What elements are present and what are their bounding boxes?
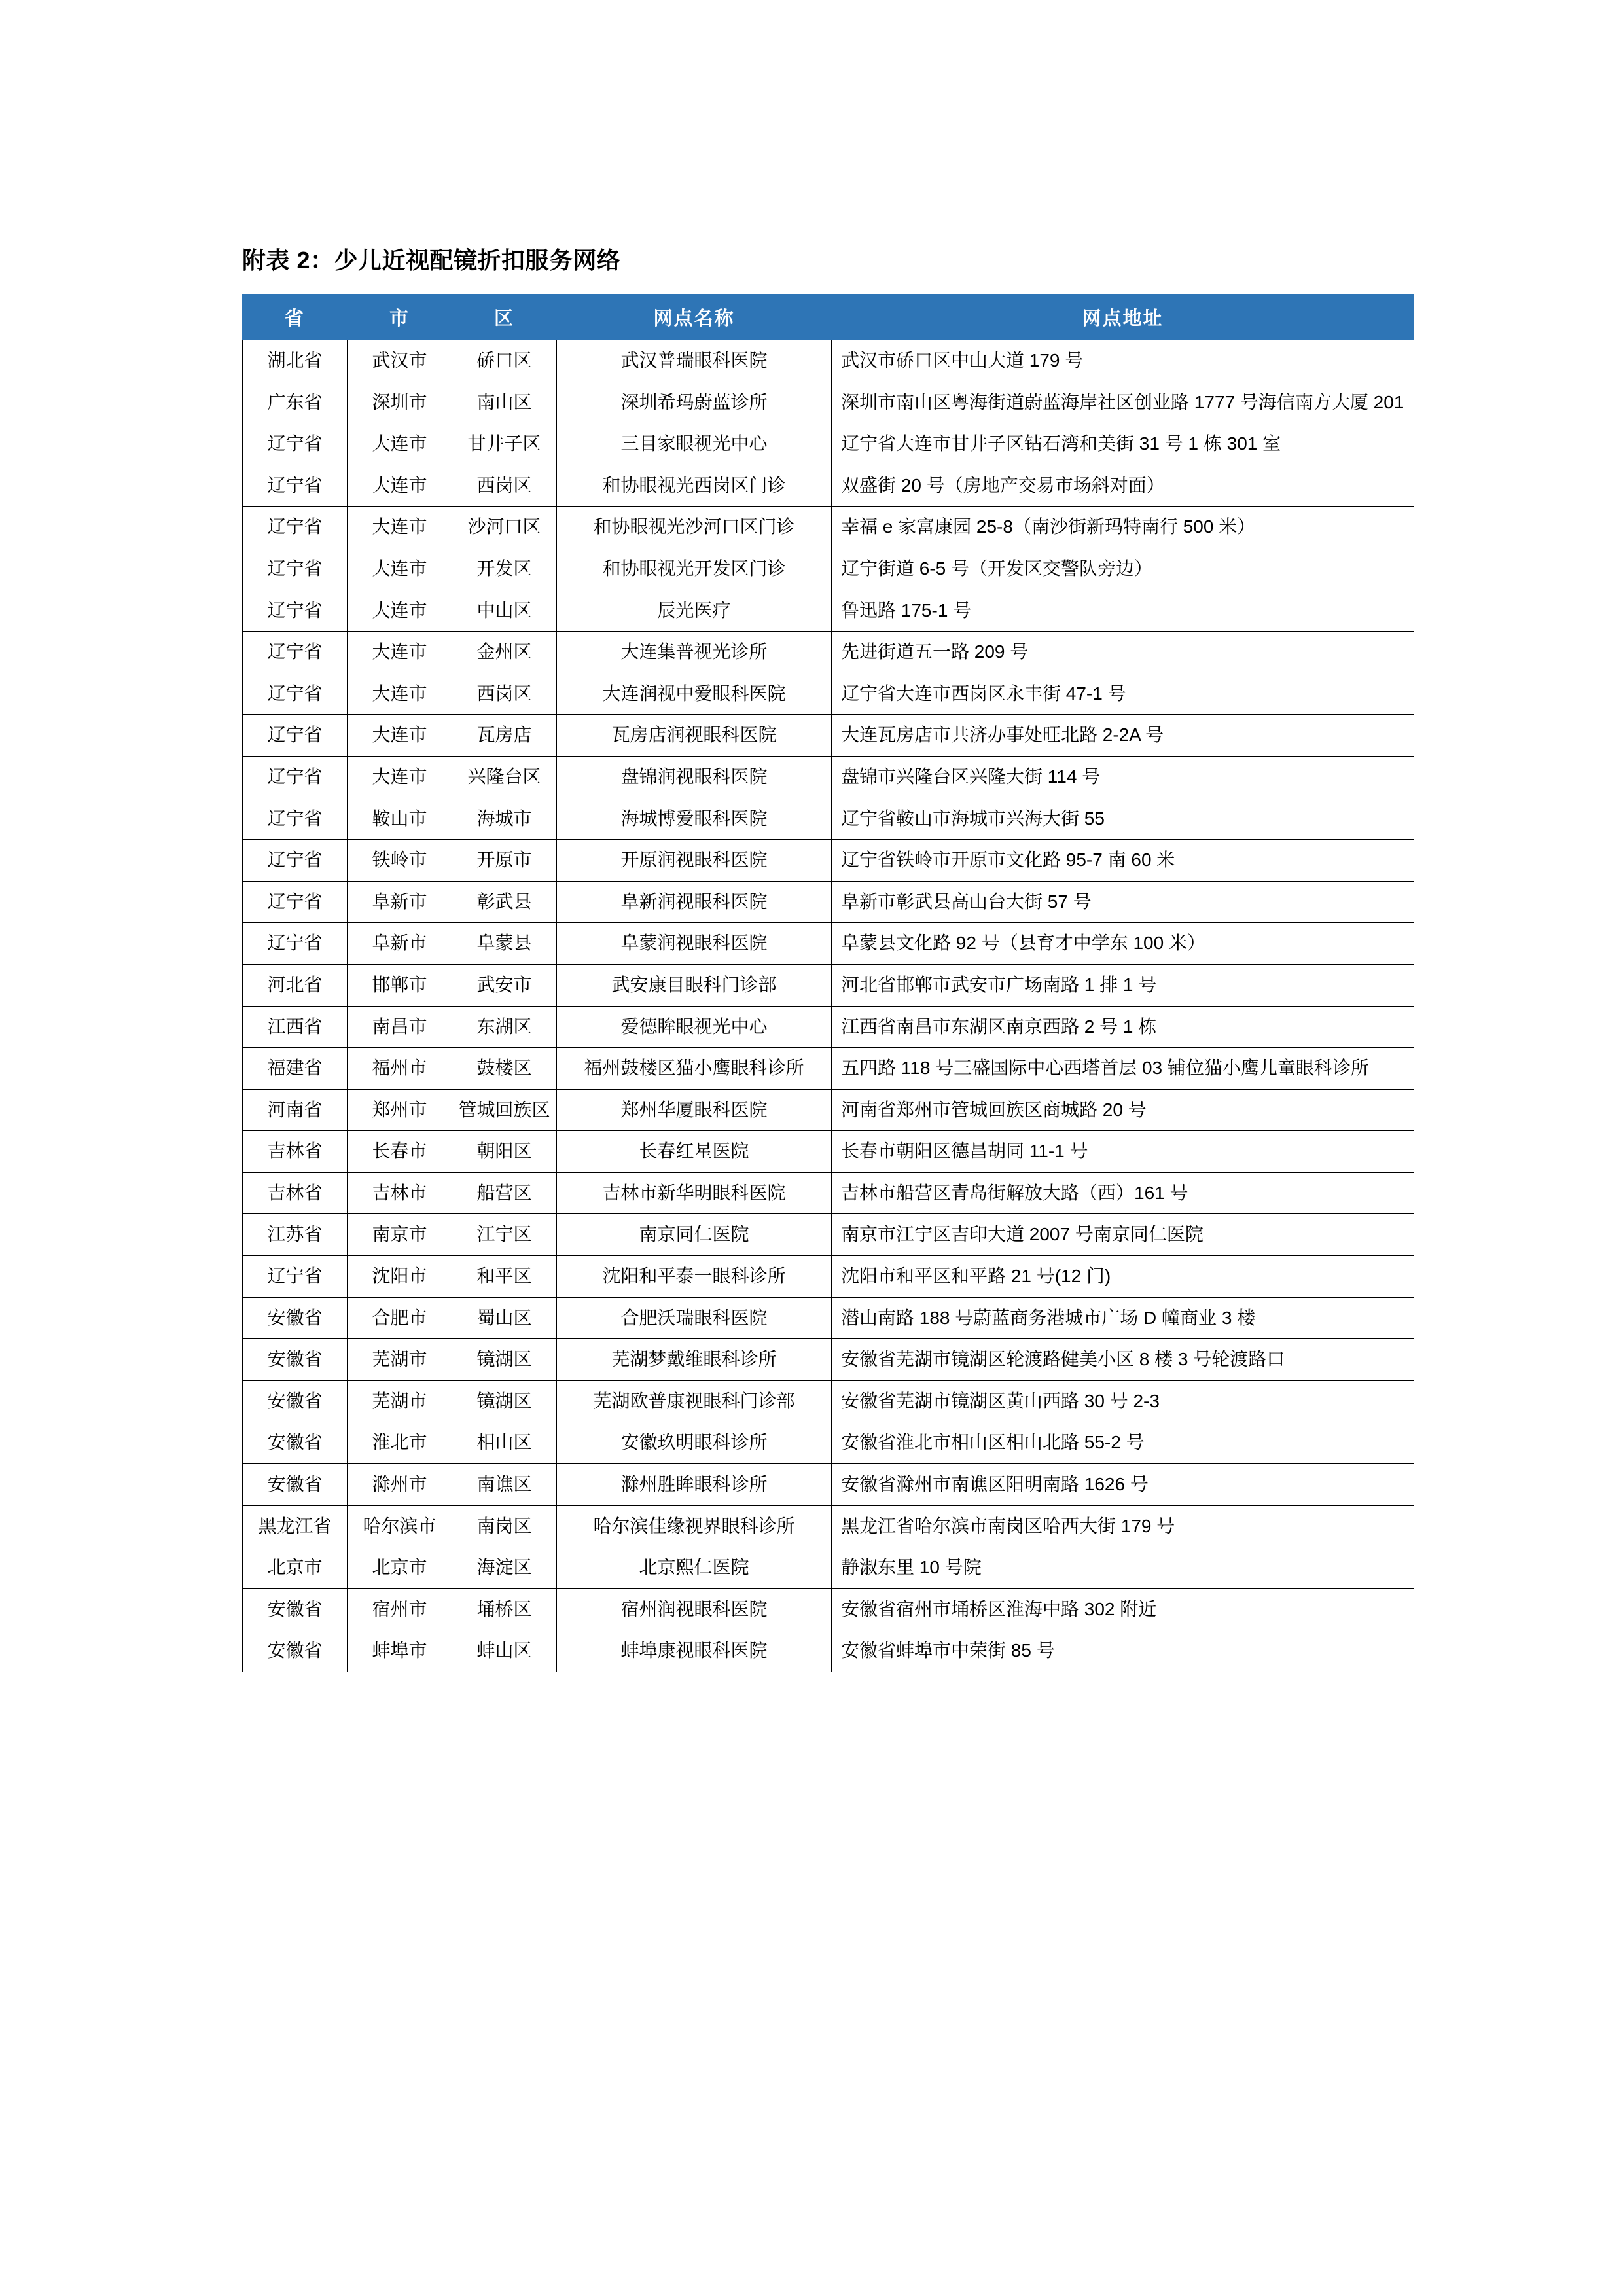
cell-site-address: 安徽省宿州市埇桥区淮海中路 302 附近 (832, 1588, 1414, 1630)
page-title: 附表 2：少儿近视配镜折扣服务网络 (242, 247, 621, 274)
cell-province: 河北省 (243, 964, 348, 1006)
cell-city: 深圳市 (348, 382, 452, 423)
cell-site-address: 双盛街 20 号（房地产交易市场斜对面） (832, 465, 1414, 507)
cell-district: 管城回族区 (452, 1089, 557, 1131)
cell-site-address: 安徽省淮北市相山区相山北路 55-2 号 (832, 1422, 1414, 1464)
cell-site-address: 辽宁省鞍山市海城市兴海大街 55 (832, 798, 1414, 840)
table-row (243, 1006, 1414, 1048)
cell-site-name: 合肥沃瑞眼科医院 (557, 1297, 832, 1339)
cell-city: 铁岭市 (348, 840, 452, 882)
table-row (243, 590, 1414, 632)
cell-site-address: 安徽省滁州市南谯区阳明南路 1626 号 (832, 1464, 1414, 1506)
cell-city: 大连市 (348, 756, 452, 798)
cell-site-address: 阜蒙县文化路 92 号（县育才中学东 100 米） (832, 923, 1414, 965)
cell-city: 南京市 (348, 1214, 452, 1256)
cell-city: 阜新市 (348, 881, 452, 923)
cell-site-address: 吉林市船营区青岛街解放大路（西）161 号 (832, 1172, 1414, 1214)
cell-district: 武安市 (452, 964, 557, 1006)
cell-site-name: 长春红星医院 (557, 1131, 832, 1173)
cell-district: 硚口区 (452, 340, 557, 382)
cell-city: 大连市 (348, 423, 452, 465)
table-row (243, 340, 1414, 382)
cell-site-name: 福州鼓楼区猫小鹰眼科诊所 (557, 1048, 832, 1090)
cell-site-address: 河南省郑州市管城回族区商城路 20 号 (832, 1089, 1414, 1131)
cell-city: 北京市 (348, 1547, 452, 1589)
cell-district: 沙河口区 (452, 507, 557, 548)
cell-site-name: 和协眼视光开发区门诊 (557, 548, 832, 590)
cell-province: 辽宁省 (243, 548, 348, 590)
cell-province: 安徽省 (243, 1297, 348, 1339)
table-row (243, 1630, 1414, 1672)
table-row (243, 507, 1414, 548)
table-row (243, 798, 1414, 840)
table-row (243, 1089, 1414, 1131)
table-row (243, 382, 1414, 423)
table-row (243, 1214, 1414, 1256)
table-row (243, 840, 1414, 882)
table-row (243, 1172, 1414, 1214)
table-row (243, 1297, 1414, 1339)
cell-province: 福建省 (243, 1048, 348, 1090)
cell-site-name: 安徽玖明眼科诊所 (557, 1422, 832, 1464)
cell-site-name: 武安康目眼科门诊部 (557, 964, 832, 1006)
cell-city: 滁州市 (348, 1464, 452, 1506)
table-row (243, 423, 1414, 465)
table-row (243, 465, 1414, 507)
table-row (243, 1048, 1414, 1090)
cell-district: 埇桥区 (452, 1588, 557, 1630)
cell-district: 彰武县 (452, 881, 557, 923)
cell-district: 南岗区 (452, 1505, 557, 1547)
cell-city: 武汉市 (348, 340, 452, 382)
cell-province: 辽宁省 (243, 715, 348, 757)
cell-district: 西岗区 (452, 673, 557, 715)
cell-city: 大连市 (348, 632, 452, 673)
table-row (243, 1547, 1414, 1589)
cell-site-address: 辽宁街道 6-5 号（开发区交警队旁边） (832, 548, 1414, 590)
cell-city: 芜湖市 (348, 1380, 452, 1422)
cell-site-name: 大连润视中爱眼科医院 (557, 673, 832, 715)
table-header-row (243, 295, 1414, 340)
table-row (243, 1505, 1414, 1547)
cell-province: 辽宁省 (243, 507, 348, 548)
column-header-district: 区 (452, 295, 557, 340)
cell-district: 蜀山区 (452, 1297, 557, 1339)
cell-city: 大连市 (348, 465, 452, 507)
table-row (243, 1464, 1414, 1506)
cell-province: 安徽省 (243, 1464, 348, 1506)
cell-city: 福州市 (348, 1048, 452, 1090)
cell-district: 甘井子区 (452, 423, 557, 465)
table-row (243, 923, 1414, 965)
cell-province: 辽宁省 (243, 1256, 348, 1298)
cell-city: 合肥市 (348, 1297, 452, 1339)
cell-city: 阜新市 (348, 923, 452, 965)
table-row (243, 1256, 1414, 1298)
cell-city: 鞍山市 (348, 798, 452, 840)
cell-site-address: 安徽省芜湖市镜湖区轮渡路健美小区 8 楼 3 号轮渡路口 (832, 1339, 1414, 1381)
cell-site-address: 安徽省蚌埠市中荣街 85 号 (832, 1630, 1414, 1672)
cell-site-name: 开原润视眼科医院 (557, 840, 832, 882)
cell-site-address: 沈阳市和平区和平路 21 号(12 门) (832, 1256, 1414, 1298)
cell-district: 船营区 (452, 1172, 557, 1214)
table-row (243, 548, 1414, 590)
cell-district: 镜湖区 (452, 1380, 557, 1422)
column-header-province: 省 (243, 295, 348, 340)
cell-province: 辽宁省 (243, 840, 348, 882)
cell-site-name: 芜湖梦戴维眼科诊所 (557, 1339, 832, 1381)
cell-site-address: 南京市江宁区吉印大道 2007 号南京同仁医院 (832, 1214, 1414, 1256)
cell-district: 鼓楼区 (452, 1048, 557, 1090)
table-row (243, 673, 1414, 715)
cell-city: 大连市 (348, 590, 452, 632)
cell-city: 沈阳市 (348, 1256, 452, 1298)
column-header-city: 市 (348, 295, 452, 340)
cell-province: 湖北省 (243, 340, 348, 382)
cell-district: 海淀区 (452, 1547, 557, 1589)
table-row (243, 1131, 1414, 1173)
table-row (243, 881, 1414, 923)
cell-site-address: 安徽省芜湖市镜湖区黄山西路 30 号 2-3 (832, 1380, 1414, 1422)
cell-province: 安徽省 (243, 1588, 348, 1630)
cell-site-name: 芜湖欧普康视眼科门诊部 (557, 1380, 832, 1422)
cell-site-address: 静淑东里 10 号院 (832, 1547, 1414, 1589)
service-network-table (242, 294, 1414, 1672)
cell-province: 河南省 (243, 1089, 348, 1131)
cell-province: 辽宁省 (243, 923, 348, 965)
cell-site-name: 阜蒙润视眼科医院 (557, 923, 832, 965)
cell-site-address: 长春市朝阳区德昌胡同 11-1 号 (832, 1131, 1414, 1173)
cell-city: 芜湖市 (348, 1339, 452, 1381)
cell-site-name: 吉林市新华明眼科医院 (557, 1172, 832, 1214)
cell-province: 北京市 (243, 1547, 348, 1589)
cell-district: 相山区 (452, 1422, 557, 1464)
cell-district: 阜蒙县 (452, 923, 557, 965)
cell-site-name: 蚌埠康视眼科医院 (557, 1630, 832, 1672)
cell-city: 哈尔滨市 (348, 1505, 452, 1547)
cell-city: 郑州市 (348, 1089, 452, 1131)
cell-city: 大连市 (348, 715, 452, 757)
cell-province: 辽宁省 (243, 673, 348, 715)
table-row (243, 756, 1414, 798)
cell-city: 淮北市 (348, 1422, 452, 1464)
cell-site-address: 江西省南昌市东湖区南京西路 2 号 1 栋 (832, 1006, 1414, 1048)
cell-site-address: 五四路 118 号三盛国际中心西塔首层 03 铺位猫小鹰儿童眼科诊所 (832, 1048, 1414, 1090)
cell-site-address: 盘锦市兴隆台区兴隆大街 114 号 (832, 756, 1414, 798)
cell-site-address: 深圳市南山区粤海街道蔚蓝海岸社区创业路 1777 号海信南方大厦 201 (832, 382, 1414, 423)
cell-site-address: 辽宁省大连市西岗区永丰街 47-1 号 (832, 673, 1414, 715)
cell-site-address: 鲁迅路 175-1 号 (832, 590, 1414, 632)
cell-district: 和平区 (452, 1256, 557, 1298)
cell-district: 开发区 (452, 548, 557, 590)
table-body (243, 340, 1414, 1672)
cell-city: 吉林市 (348, 1172, 452, 1214)
cell-district: 中山区 (452, 590, 557, 632)
cell-province: 吉林省 (243, 1172, 348, 1214)
cell-district: 西岗区 (452, 465, 557, 507)
cell-city: 蚌埠市 (348, 1630, 452, 1672)
cell-site-name: 郑州华厦眼科医院 (557, 1089, 832, 1131)
cell-district: 南山区 (452, 382, 557, 423)
cell-site-name: 宿州润视眼科医院 (557, 1588, 832, 1630)
cell-city: 南昌市 (348, 1006, 452, 1048)
cell-province: 江西省 (243, 1006, 348, 1048)
cell-site-name: 大连集普视光诊所 (557, 632, 832, 673)
cell-city: 长春市 (348, 1131, 452, 1173)
cell-site-name: 瓦房店润视眼科医院 (557, 715, 832, 757)
cell-district: 镜湖区 (452, 1339, 557, 1381)
cell-site-name: 海城博爱眼科医院 (557, 798, 832, 840)
cell-site-name: 滁州胜眸眼科诊所 (557, 1464, 832, 1506)
cell-province: 辽宁省 (243, 798, 348, 840)
cell-province: 安徽省 (243, 1630, 348, 1672)
cell-site-address: 大连瓦房店市共济办事处旺北路 2-2A 号 (832, 715, 1414, 757)
cell-site-address: 河北省邯郸市武安市广场南路 1 排 1 号 (832, 964, 1414, 1006)
table-row (243, 632, 1414, 673)
cell-district: 兴隆台区 (452, 756, 557, 798)
cell-city: 大连市 (348, 548, 452, 590)
cell-city: 大连市 (348, 673, 452, 715)
column-header-site-name: 网点名称 (557, 295, 832, 340)
cell-province: 辽宁省 (243, 756, 348, 798)
cell-province: 安徽省 (243, 1380, 348, 1422)
cell-province: 安徽省 (243, 1339, 348, 1381)
table-row (243, 1380, 1414, 1422)
cell-site-address: 辽宁省大连市甘井子区钻石湾和美街 31 号 1 栋 301 室 (832, 423, 1414, 465)
cell-district: 瓦房店 (452, 715, 557, 757)
cell-province: 安徽省 (243, 1422, 348, 1464)
cell-site-address: 先进街道五一路 209 号 (832, 632, 1414, 673)
table-row (243, 715, 1414, 757)
cell-district: 朝阳区 (452, 1131, 557, 1173)
cell-site-name: 阜新润视眼科医院 (557, 881, 832, 923)
table-row (243, 1339, 1414, 1381)
cell-province: 吉林省 (243, 1131, 348, 1173)
table-row (243, 964, 1414, 1006)
cell-site-name: 和协眼视光西岗区门诊 (557, 465, 832, 507)
cell-site-address: 武汉市硚口区中山大道 179 号 (832, 340, 1414, 382)
table-row (243, 1422, 1414, 1464)
cell-site-name: 盘锦润视眼科医院 (557, 756, 832, 798)
column-header-site-address: 网点地址 (832, 295, 1414, 340)
cell-site-address: 潜山南路 188 号蔚蓝商务港城市广场 D 幢商业 3 楼 (832, 1297, 1414, 1339)
cell-district: 蚌山区 (452, 1630, 557, 1672)
cell-site-address: 辽宁省铁岭市开原市文化路 95-7 南 60 米 (832, 840, 1414, 882)
cell-province: 广东省 (243, 382, 348, 423)
cell-province: 辽宁省 (243, 590, 348, 632)
cell-district: 东湖区 (452, 1006, 557, 1048)
cell-district: 开原市 (452, 840, 557, 882)
cell-district: 江宁区 (452, 1214, 557, 1256)
cell-city: 大连市 (348, 507, 452, 548)
cell-district: 南谯区 (452, 1464, 557, 1506)
cell-district: 金州区 (452, 632, 557, 673)
cell-site-name: 哈尔滨佳缘视界眼科诊所 (557, 1505, 832, 1547)
cell-province: 黑龙江省 (243, 1505, 348, 1547)
cell-site-address: 幸福 e 家富康园 25-8（南沙街新玛特南行 500 米） (832, 507, 1414, 548)
cell-site-name: 南京同仁医院 (557, 1214, 832, 1256)
cell-site-address: 阜新市彰武县高山台大街 57 号 (832, 881, 1414, 923)
cell-province: 辽宁省 (243, 881, 348, 923)
cell-site-name: 和协眼视光沙河口区门诊 (557, 507, 832, 548)
table-row (243, 1588, 1414, 1630)
cell-site-name: 三目家眼视光中心 (557, 423, 832, 465)
cell-province: 江苏省 (243, 1214, 348, 1256)
cell-site-name: 辰光医疗 (557, 590, 832, 632)
cell-site-name: 深圳希玛蔚蓝诊所 (557, 382, 832, 423)
cell-site-name: 北京熙仁医院 (557, 1547, 832, 1589)
cell-site-address: 黑龙江省哈尔滨市南岗区哈西大街 179 号 (832, 1505, 1414, 1547)
cell-province: 辽宁省 (243, 465, 348, 507)
cell-site-name: 爱德眸眼视光中心 (557, 1006, 832, 1048)
cell-province: 辽宁省 (243, 632, 348, 673)
cell-city: 邯郸市 (348, 964, 452, 1006)
cell-site-name: 武汉普瑞眼科医院 (557, 340, 832, 382)
cell-site-name: 沈阳和平泰一眼科诊所 (557, 1256, 832, 1298)
cell-province: 辽宁省 (243, 423, 348, 465)
cell-city: 宿州市 (348, 1588, 452, 1630)
cell-district: 海城市 (452, 798, 557, 840)
